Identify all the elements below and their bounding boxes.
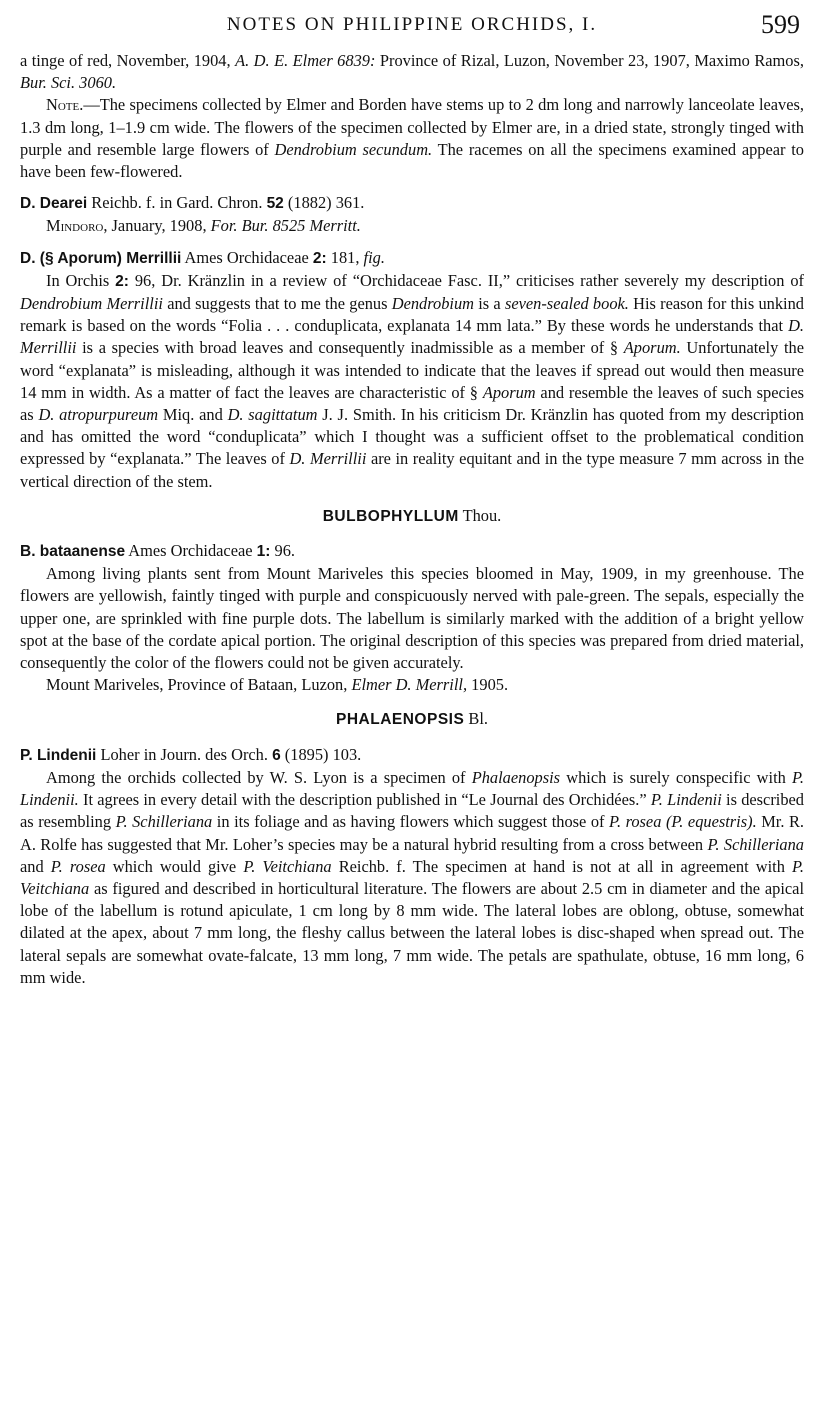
genus-name: PHALAENOPSIS	[336, 711, 465, 729]
locality-bataanense: Mount Mariveles, Province of Bataan, Luzon, Elmer D. Merrill, 1905.	[46, 675, 509, 695]
species-name: D. (§ Aporum) Merrillii	[20, 249, 182, 267]
genus-name: BULBOPHYLLUM	[322, 507, 459, 525]
species-name: D. Dearei	[20, 195, 88, 213]
running-title: NOTES ON PHILIPPINE ORCHIDS, I.	[226, 14, 598, 35]
locality-dearei: Mindoro, January, 1908, For. Bur. 8525 Merritt.	[46, 216, 361, 236]
species-heading-dearei: D. Dearei Reichb. f. in Gard. Chron. 52 (1882) 361.	[20, 193, 365, 213]
species-heading-bataanense: B. bataanense Ames Orchidaceae 1: 96.	[20, 541, 296, 561]
paragraph-note: Note.—The specimens collected by Elmer and Borden have stems up to 2 dm long and narrowly lanceolate leaves, 1.3 dm long, 1–1.9 cm wide. The flowers of the specimen collected by Elmer are, in a dried state, strongly tinged with purple and resemble large flowers of Dendrobium secundum. The racemes on all the specimens examined appear to have been few-flowered.	[20, 95, 804, 182]
species-heading-merrillii: D. (§ Aporum) Merrillii Ames Orchidaceae 2: 181, fig.	[20, 247, 385, 267]
running-head	[20, 10, 804, 50]
paragraph-bataanense: Among living plants sent from Mount Mariveles this species bloomed in May, 1909, in my greenhouse. The flowers are yellowish, faintly tinged with purple and conspicuously nerved with pale-green. The sepals, especially the upper one, are sprinkled with fine purple dots. The labellum is similarly marked with the addition of a bright yellow spot at the base of the cordate apical portion. The original description of this species was prepared from dried material, consequently the color of the flowers could not be given accurately.	[20, 564, 804, 673]
body-text	[20, 50, 804, 989]
document-page	[20, 10, 804, 1420]
genus-heading-phalaenopsis: PHALAENOPSIS Bl.	[336, 709, 488, 729]
paragraph-continuation: a tinge of red, November, 1904, A. D. E. Elmer 6839: Province of Rizal, Luzon, November 23, 1907, Maximo Ramos, Bur. Sci. 3060.	[20, 51, 804, 93]
page-number: 599	[761, 10, 800, 39]
note-label: Note.	[46, 95, 84, 115]
paragraph-merrillii: In Orchis 2: 96, Dr. Kränzlin in a review of “Orchidaceae Fasc. II,” criticises rather severely my description of Dendrobium Merrillii and suggests that to me the genus Dendrobium is a seven-sealed book. His reason for this unkind remark is based on the words “Folia . . . conduplicata, explanata 14 mm lata.” By these words he understands that D. Merrillii is a species with broad leaves and consequently inadmissible as a member of § Aporum. Unfortunately the word “explanata” is misleading, although it was intended to indicate that the leaves if spread out would then measure 14 mm in width. As a matter of fact the leaves are characteristic of § Aporum and resemble the leaves of such species as D. atropurpureum Miq. and D. sagittatum J. J. Smith. In his criticism Dr. Kränzlin has quoted from my description and has omitted the word “conduplicata” which I thought was a sufficient offset to the problematical condition expressed by “explanata.” The leaves of D. Merrillii are in reality equitant and in the type measure 7 mm across in the vertical direction of the stem.	[20, 270, 805, 491]
species-name: P. Lindenii	[20, 746, 97, 764]
species-name: B. bataanense	[20, 543, 126, 561]
genus-heading-bulbophyllum: BULBOPHYLLUM Thou.	[322, 505, 502, 525]
paragraph-lindenii: Among the orchids collected by W. S. Lyon is a specimen of Phalaenopsis which is surely conspecific with P. Lindenii. It agrees in every detail with the description published in “Le Journal des Orchidées.” P. Lindenii is described as resembling P. Schilleriana in its foliage and as having flowers which suggest those of P. rosea (P. equestris). Mr. R. A. Rolfe has suggested that Mr. Loher’s species may be a natural hybrid resulting from a cross between P. Schilleriana and P. rosea which would give P. Veitchiana Reichb. f. The specimen at hand is not at all in agreement with P. Veitchiana as figured and described in horticultural literature. The flowers are about 2.5 cm in diameter and the apical lobe of the labellum is rotund apiculate, 1 cm long by 8 mm wide. The lateral lobes are oblong, obtuse, somewhat dilated at the apex, about 7 mm long, the fleshy callus between the lateral lobes is disc-shaped when spread out. The lateral sepals are somewhat ovate-falcate, 13 mm long, 7 mm wide. The petals are spathulate, obtuse, 16 mm long, 6 mm wide.	[20, 767, 805, 987]
species-heading-lindenii: P. Lindenii Loher in Journ. des Orch. 6 (1895) 103.	[20, 744, 362, 764]
